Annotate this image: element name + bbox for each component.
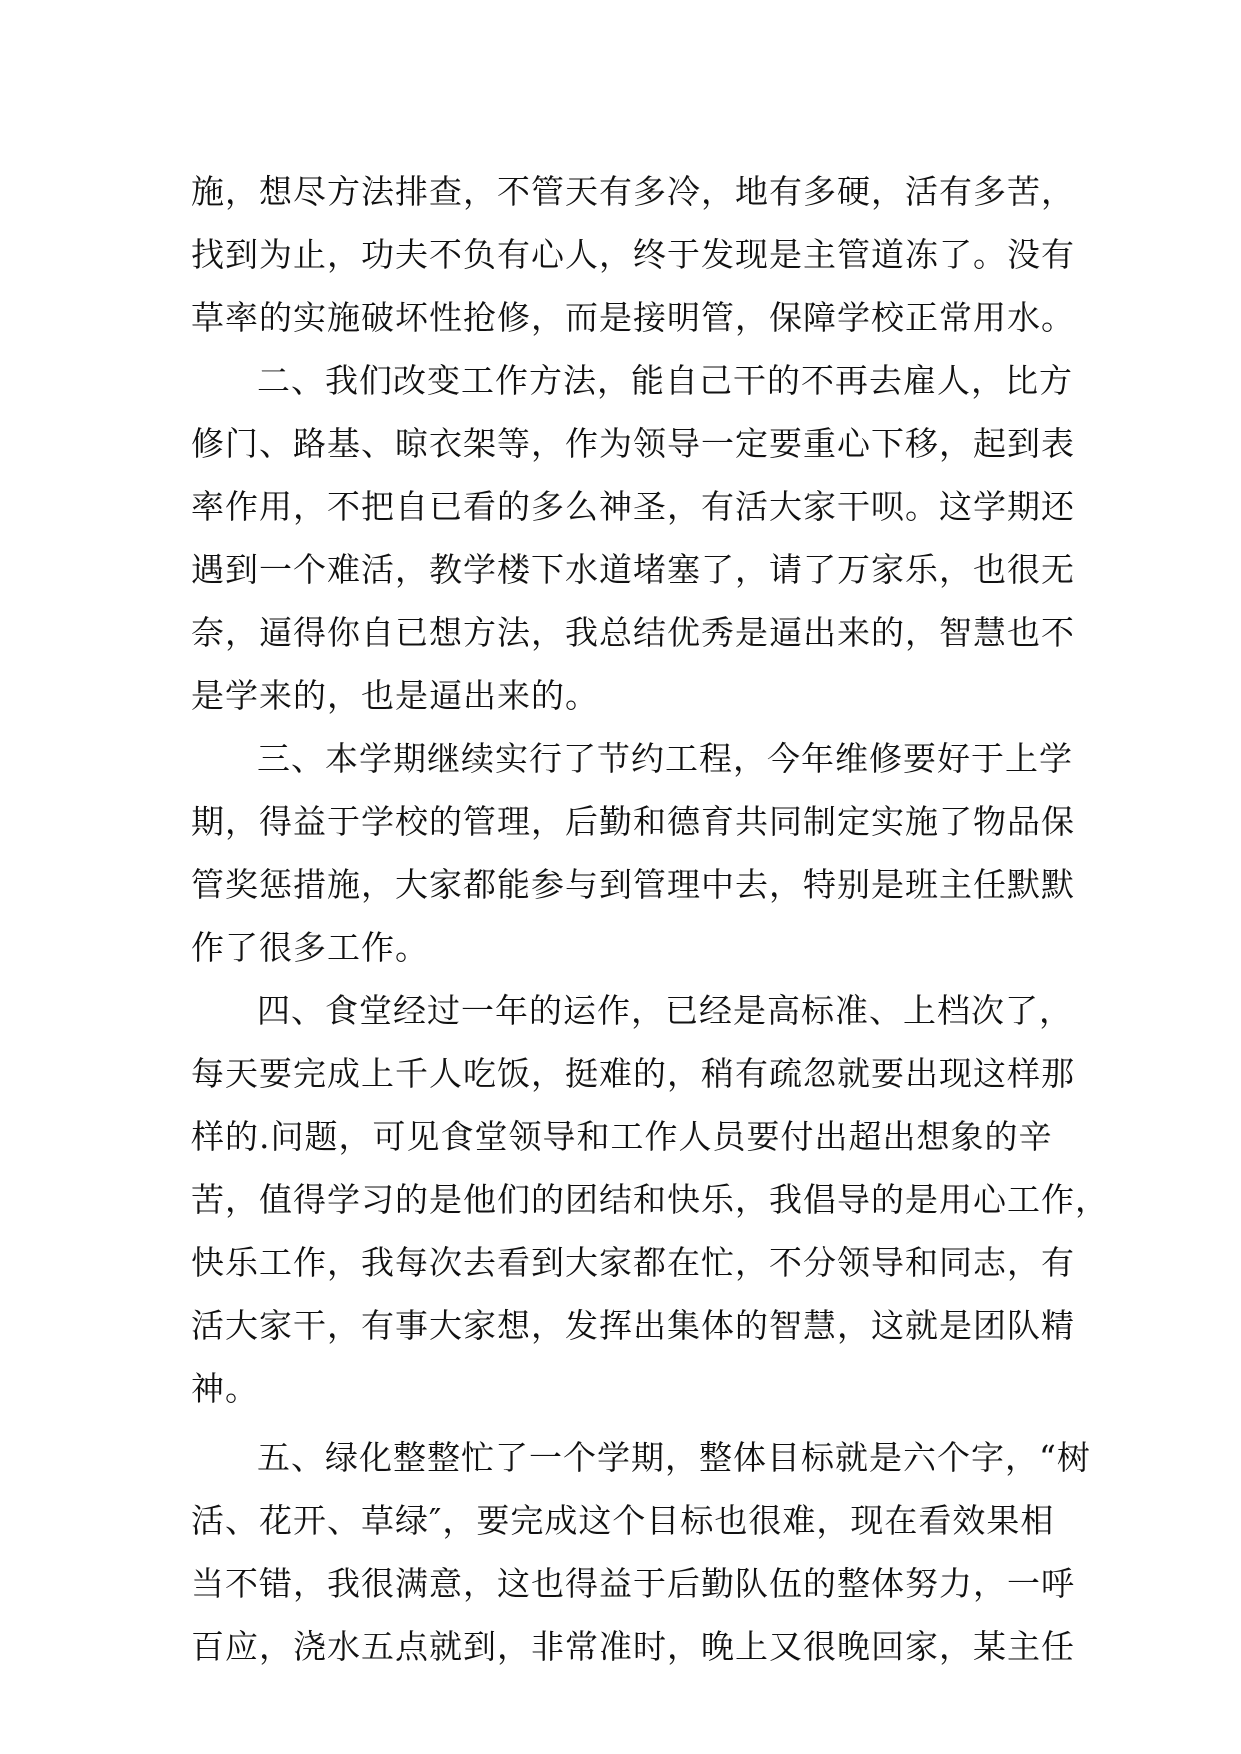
paragraph: [191, 979, 1109, 1420]
paragraph: [191, 160, 1075, 349]
text-line: 快乐工作，我每次去看到大家都在忙，不分领导和同志，有: [191, 1243, 1075, 1282]
text-line: 活、花开、草绿″，要完成这个目标也很难，现在看效果相: [191, 1501, 1055, 1540]
text-line: 找到为止，功夫不负有心人，终于发现是主管道冻了。没有: [191, 235, 1075, 274]
text-line: 百应，浇水五点就到，非常准时，晚上又很晚回家，某主任: [191, 1627, 1075, 1666]
text-line: 二、我们改变工作方法，能自己干的不再去雇人，比方: [257, 361, 1073, 400]
text-line: 当不错，我很满意，这也得益于后勤队伍的整体努力，一呼: [191, 1564, 1075, 1603]
text-line: 修门、路基、晾衣架等，作为领导一定要重心下移，起到表: [191, 424, 1075, 463]
text-line: 样的.问题，可见食堂领导和工作人员要付出超出想象的辛: [191, 1117, 1053, 1156]
text-line: 作了很多工作。: [191, 928, 429, 967]
text-line: 施，想尽方法排查，不管天有多冷，地有多硬，活有多苦，: [191, 172, 1075, 211]
text-line: 苦，值得学习的是他们的团结和快乐，我倡导的是用心工作，: [191, 1180, 1109, 1219]
text-line: 五、绿化整整忙了一个学期，整体目标就是六个字，“树: [257, 1438, 1091, 1477]
text-line: 奈，逼得你自已想方法，我总结优秀是逼出来的，智慧也不: [191, 613, 1075, 652]
text-line: 活大家干，有事大家想，发挥出集体的智慧，这就是团队精: [191, 1306, 1075, 1345]
paragraph: [191, 349, 1075, 727]
text-line: 四、食堂经过一年的运作，已经是高标准、上档次了，: [257, 991, 1073, 1030]
text-line: 三、本学期继续实行了节约工程，今年维修要好于上学: [257, 739, 1073, 778]
text-line: 草率的实施破坏性抢修，而是接明管，保障学校正常用水。: [191, 298, 1075, 337]
text-line: 每天要完成上千人吃饭，挺难的，稍有疏忽就要出现这样那: [191, 1054, 1075, 1093]
text-line: 管奖惩措施，大家都能参与到管理中去，特别是班主任默默: [191, 865, 1075, 904]
text-line: 是学来的，也是逼出来的。: [191, 676, 599, 715]
text-line: 期，得益于学校的管理，后勤和德育共同制定实施了物品保: [191, 802, 1075, 841]
text-line: 率作用，不把自已看的多么神圣，有活大家干呗。这学期还: [191, 487, 1075, 526]
text-line: 遇到一个难活，教学楼下水道堵塞了，请了万家乐，也很无: [191, 550, 1075, 589]
text-line: 神。: [191, 1369, 259, 1408]
paragraph: [191, 727, 1075, 979]
paragraph: [191, 1426, 1091, 1678]
document-body: [191, 160, 1109, 1678]
